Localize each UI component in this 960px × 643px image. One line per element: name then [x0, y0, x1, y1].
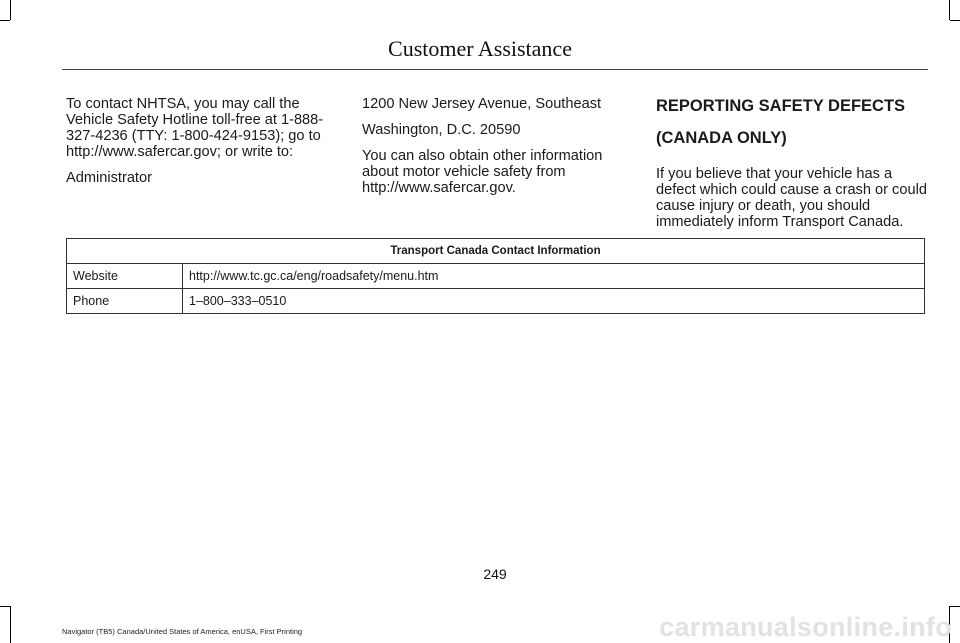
table-header-row — [67, 239, 925, 264]
address-city-line: Washington, D.C. 20590 — [362, 122, 521, 138]
column-left — [66, 96, 341, 196]
section-heading-line1: REPORTING SAFETY DEFECTS — [656, 97, 906, 115]
page-title: Customer Assistance — [388, 36, 572, 61]
administrator-line: Administrator — [66, 170, 152, 186]
crop-mark-top-left-vertical — [10, 0, 11, 20]
crop-mark-top-right-vertical — [949, 0, 950, 20]
section-heading-line2: (CANADA ONLY) — [656, 129, 787, 147]
column-middle — [362, 96, 622, 206]
page-number: 249 — [483, 566, 507, 582]
table-row — [67, 289, 925, 314]
crop-mark-bottom-left-horizontal — [0, 606, 10, 607]
section-heading — [656, 96, 928, 148]
table-title: Transport Canada Contact Information — [67, 239, 925, 264]
column-right — [656, 96, 928, 240]
transport-canada-table — [66, 238, 925, 314]
table-row — [67, 264, 925, 289]
crop-mark-bottom-left-vertical — [10, 606, 11, 643]
table-cell-label: Phone — [67, 289, 183, 314]
table-cell-website: http://www.tc.gc.ca/eng/roadsafety/menu.htm — [183, 264, 925, 289]
address-street-line: 1200 New Jersey Avenue, Southeast — [362, 96, 602, 112]
table-cell-label: Website — [67, 264, 183, 289]
canada-defect-paragraph: If you believe that your vehicle has a defect which could cause a crash or could cause injury or death, you should immediately inform Transport Canada. — [656, 166, 927, 230]
crop-mark-bottom-right-horizontal — [950, 606, 960, 607]
crop-mark-top-right-horizontal — [950, 20, 960, 21]
watermark: carmanualsonline.info — [659, 612, 952, 642]
table-cell-phone: 1–800–333–0510 — [183, 289, 925, 314]
crop-mark-top-left-horizontal — [0, 20, 10, 21]
safety-info-paragraph: You can also obtain other information about motor vehicle safety from http://www.safercar.gov. — [362, 148, 603, 196]
footer-text: Navigator (TB5) Canada/United States of America, enUSA, First Printing — [62, 627, 303, 636]
nhtsa-contact-paragraph: To contact NHTSA, you may call the Vehicle Safety Hotline toll-free at 1-888-327-4236 (TTY: 1-800-424-9153); go to http://www.safercar.gov; or write to: — [66, 96, 324, 160]
header-rule — [62, 69, 928, 70]
